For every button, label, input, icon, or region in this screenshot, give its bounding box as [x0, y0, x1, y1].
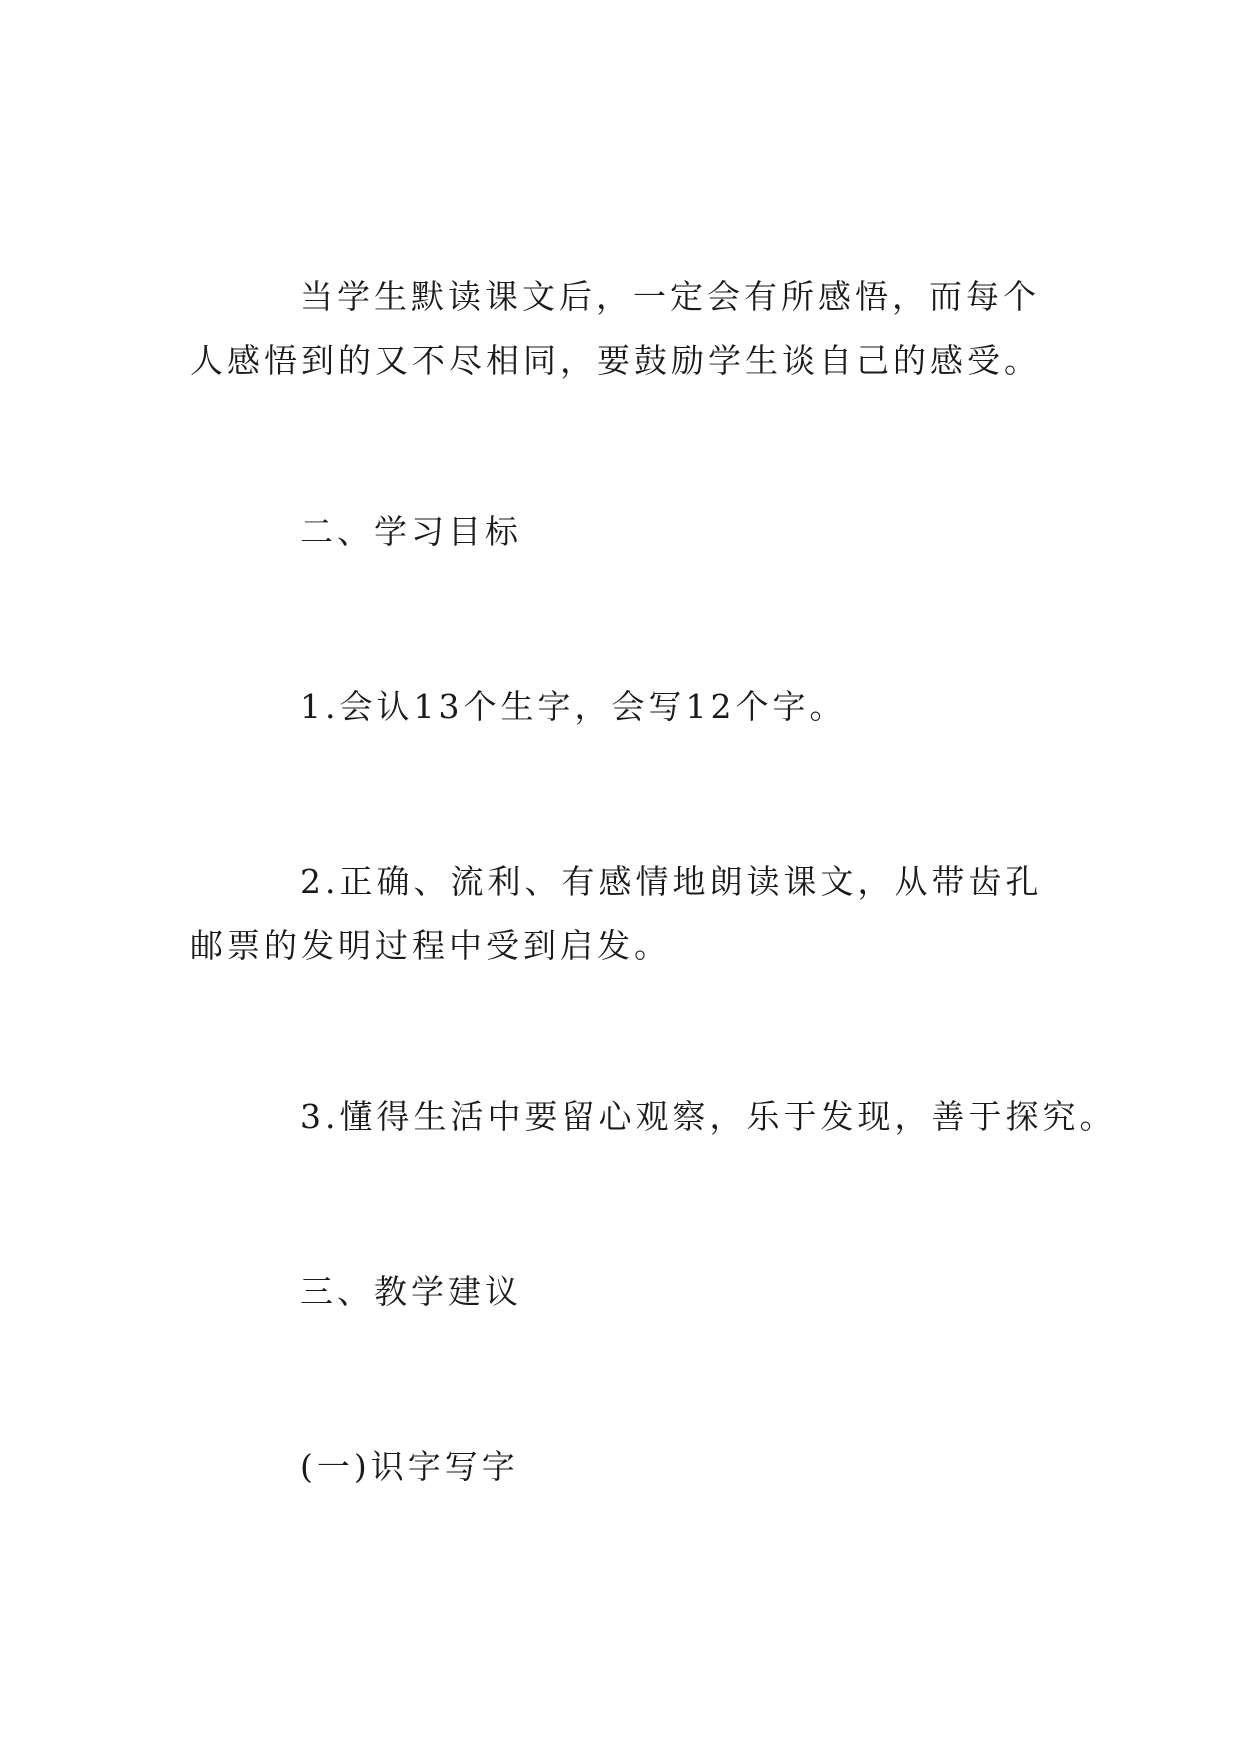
- goal-item-1: 1.会认13个生字，会写12个字。: [300, 687, 847, 726]
- goal-item-2: 2.正确、流利、有感情地朗读课文，从带齿孔邮票的发明过程中受到启发。: [190, 862, 1043, 965]
- paragraph-intro: 当学生默读课文后，一定会有所感悟，而每个人感悟到的又不尽相同，要鼓励学生谈自己的感受。: [190, 277, 1041, 380]
- section-heading-teaching-suggestions: 三、教学建议: [300, 1272, 522, 1311]
- subheading-literacy-writing: (一)识字写字: [300, 1447, 519, 1486]
- goal-item-3: 3.懂得生活中要留心观察，乐于发现，善于探究。: [300, 1097, 1117, 1136]
- section-heading-learning-goals: 二、学习目标: [300, 512, 522, 551]
